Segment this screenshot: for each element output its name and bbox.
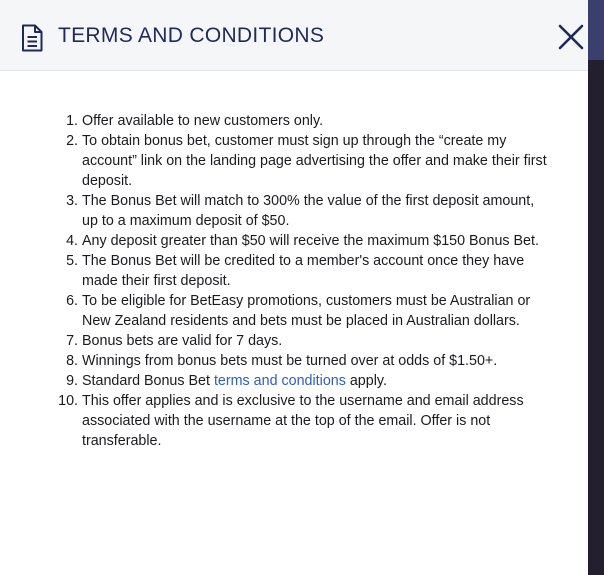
- term-text: apply.: [345, 373, 387, 389]
- term-item: 3. The Bonus Bet will match to 300% the value of the first deposit amount, up to a maximum deposit of $50.: [82, 191, 548, 231]
- background-accent: [588, 0, 604, 60]
- term-text: Standard Bonus Bet: [82, 373, 214, 389]
- terms-and-conditions-link[interactable]: terms and conditions: [213, 373, 346, 389]
- term-item: 7. Bonus bets are valid for 7 days.: [82, 331, 548, 351]
- term-item: 2. To obtain bonus bet, customer must sign up through the “create my account” link on the landing page advertising the offer and make their first deposit.: [82, 131, 548, 191]
- term-item: 1. Offer available to new customers only.: [82, 111, 548, 131]
- modal-body: [0, 71, 588, 451]
- modal-header: [0, 0, 588, 71]
- terms-list: [40, 111, 548, 451]
- term-item: 6. To be eligible for BetEasy promotions, customers must be Australian or New Zealand residents and bets must be placed in Australian dollars.: [82, 291, 548, 331]
- term-item: 5. The Bonus Bet will be credited to a member's account once they have made their first deposit.: [82, 251, 548, 291]
- term-item: 8. Winnings from bonus bets must be turned over at odds of $1.50+.: [82, 351, 548, 371]
- term-item: 4. Any deposit greater than $50 will receive the maximum $150 Bonus Bet.: [82, 231, 548, 251]
- term-item: [82, 371, 548, 391]
- term-item: 10. This offer applies and is exclusive to the username and email address associated with the username at the top of the email. Offer is not transferable.: [82, 391, 548, 451]
- document-icon: [20, 24, 44, 52]
- modal-title: TERMS AND CONDITIONS: [58, 24, 325, 47]
- background-edge: [588, 0, 604, 575]
- close-icon[interactable]: [556, 22, 586, 52]
